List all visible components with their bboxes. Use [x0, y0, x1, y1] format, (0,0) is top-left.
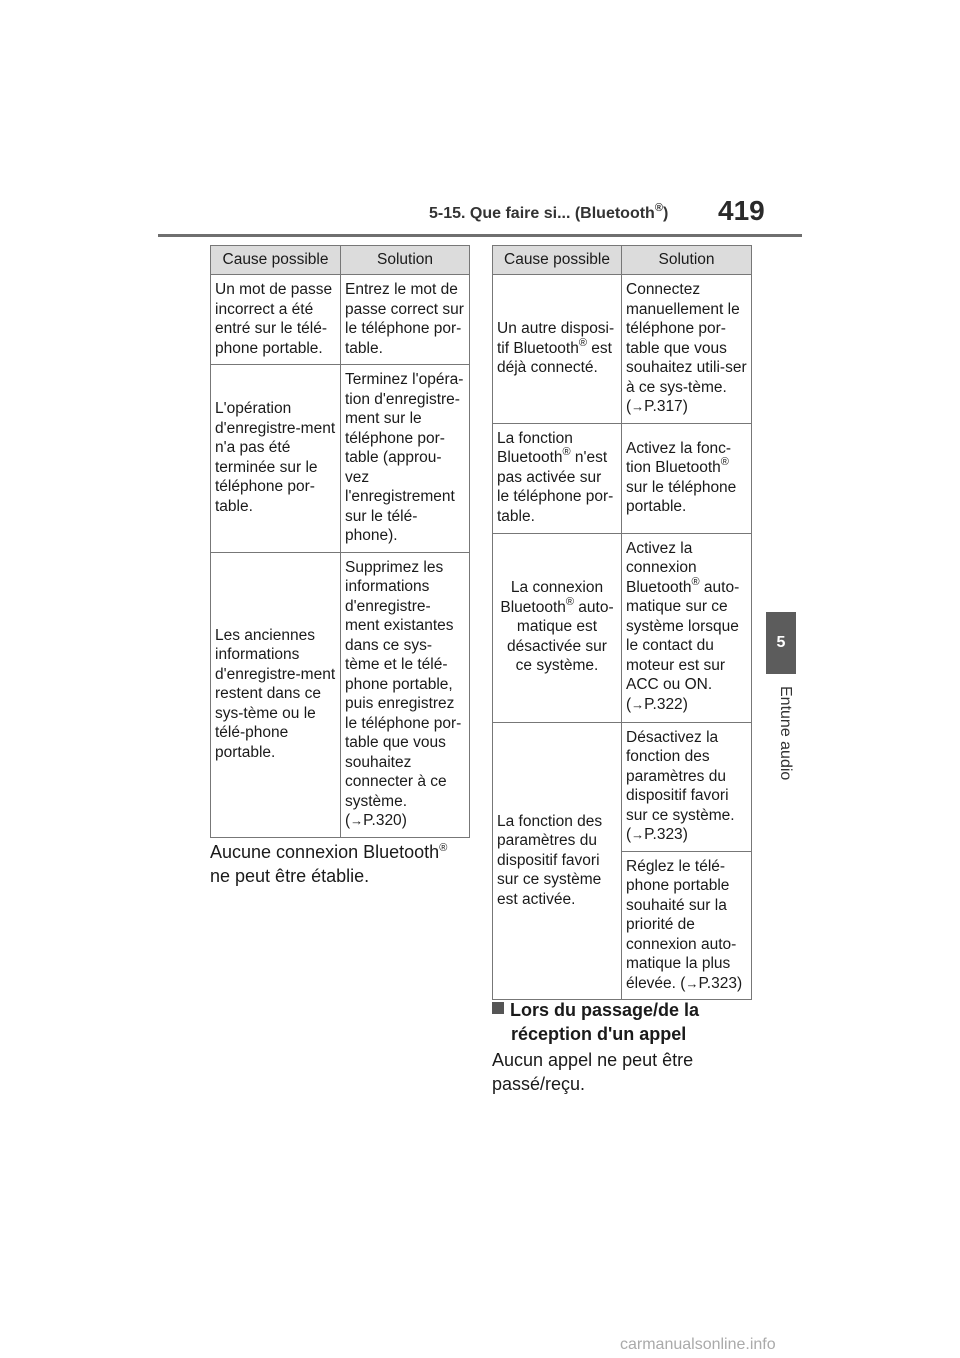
cause-cell: Les anciennes informations d'enregistre-ment restent dans ce sys-tème ou le télé-phone portable.	[211, 552, 341, 837]
header-cause: Cause possible	[211, 246, 341, 275]
header-rule	[158, 234, 802, 237]
watermark: carmanualsonline.info	[620, 1336, 776, 1353]
cause-cell: L'opération d'enregistre-ment n'a pas été terminée sur le téléphone por-table.	[211, 365, 341, 553]
page-reference: P.320	[363, 812, 402, 829]
right-body-text: Aucun appel ne peut être passé/reçu.	[492, 1050, 694, 1094]
solution-cell: Connectez manuellement le téléphone por-table que vous souhaitez utili-ser à ce sys-tème. (→P.317)	[622, 275, 752, 424]
square-bullet-icon	[492, 1002, 504, 1014]
table-row	[493, 423, 752, 533]
solution-cell: Supprimez les informations d'enregistre-ment existantes dans ce sys-tème et le télé-phone portable, puis enregistrez le téléphone por-table que vous souhaitez connecter à ce système. (→P.320)	[341, 552, 470, 837]
arrow-right-icon: →	[631, 696, 645, 712]
section-title: 5-15. Que faire si... (Bluetooth®)	[429, 202, 669, 222]
table-row	[493, 533, 752, 722]
cause-cell: La fonction Bluetooth® n'est pas activée sur le téléphone por-table.	[493, 423, 622, 533]
page-reference: P.323	[698, 974, 737, 992]
header-solution: Solution	[341, 246, 470, 275]
solution-cell: Activez la fonc-tion Bluetooth® sur le téléphone portable.	[622, 423, 752, 533]
table-row	[493, 722, 752, 851]
section-heading: Lors du passage/de la réception d'un appel	[492, 998, 772, 1046]
arrow-right-icon: →	[631, 827, 645, 842]
table-row	[493, 275, 752, 424]
table-header-row	[211, 246, 470, 275]
header-solution: Solution	[622, 246, 752, 275]
header-cause: Cause possible	[493, 246, 622, 275]
solution-cell: Désactivez la fonction des paramètres du dispositif favori sur ce système. (→P.323)	[622, 722, 752, 851]
left-body-text: Aucune connexion Bluetooth® ne peut être établie.	[210, 842, 448, 886]
cause-cell: Un autre disposi-tif Bluetooth® est déjà connecté.	[493, 275, 622, 424]
table-row	[211, 365, 470, 553]
solution-cell: Terminez l'opéra-tion d'enregistre-ment sur le téléphone por-table (approu-vez l'enregistrement sur le télé-phone).	[341, 365, 470, 553]
solution-cell: Entrez le mot de passe correct sur le téléphone por-table.	[341, 275, 470, 365]
troubleshooting-table-left	[210, 245, 470, 838]
page-reference: P.322	[644, 695, 683, 713]
page-reference: P.323	[644, 826, 683, 843]
cause-cell: Un mot de passe incorrect a été entré sur le télé-phone portable.	[211, 275, 341, 365]
solution-cell: Activez la connexion Bluetooth® auto-matique sur ce système lorsque le contact du moteur est sur ACC ou ON. (→P.322)	[622, 533, 752, 722]
table-row	[211, 275, 470, 365]
chapter-tab: 5	[766, 612, 796, 674]
table-row	[211, 552, 470, 837]
troubleshooting-table-right	[492, 245, 752, 1000]
cause-cell: La connexion Bluetooth® auto-matique est désactivée sur ce système.	[493, 533, 622, 722]
page-number: 419	[718, 195, 765, 226]
solution-cell: Réglez le télé-phone portable souhaité sur la priorité de connexion auto-matique la plus élevée. (→P.323)	[622, 851, 752, 1000]
page-reference: P.317	[644, 398, 683, 415]
cause-cell: La fonction des paramètres du dispositif favori sur ce système est activée.	[493, 722, 622, 1000]
arrow-right-icon: →	[631, 399, 645, 414]
arrow-right-icon: →	[685, 975, 699, 991]
arrow-right-icon: →	[350, 813, 364, 828]
chapter-label: Entune audio	[777, 686, 794, 781]
table-header-row	[493, 246, 752, 275]
